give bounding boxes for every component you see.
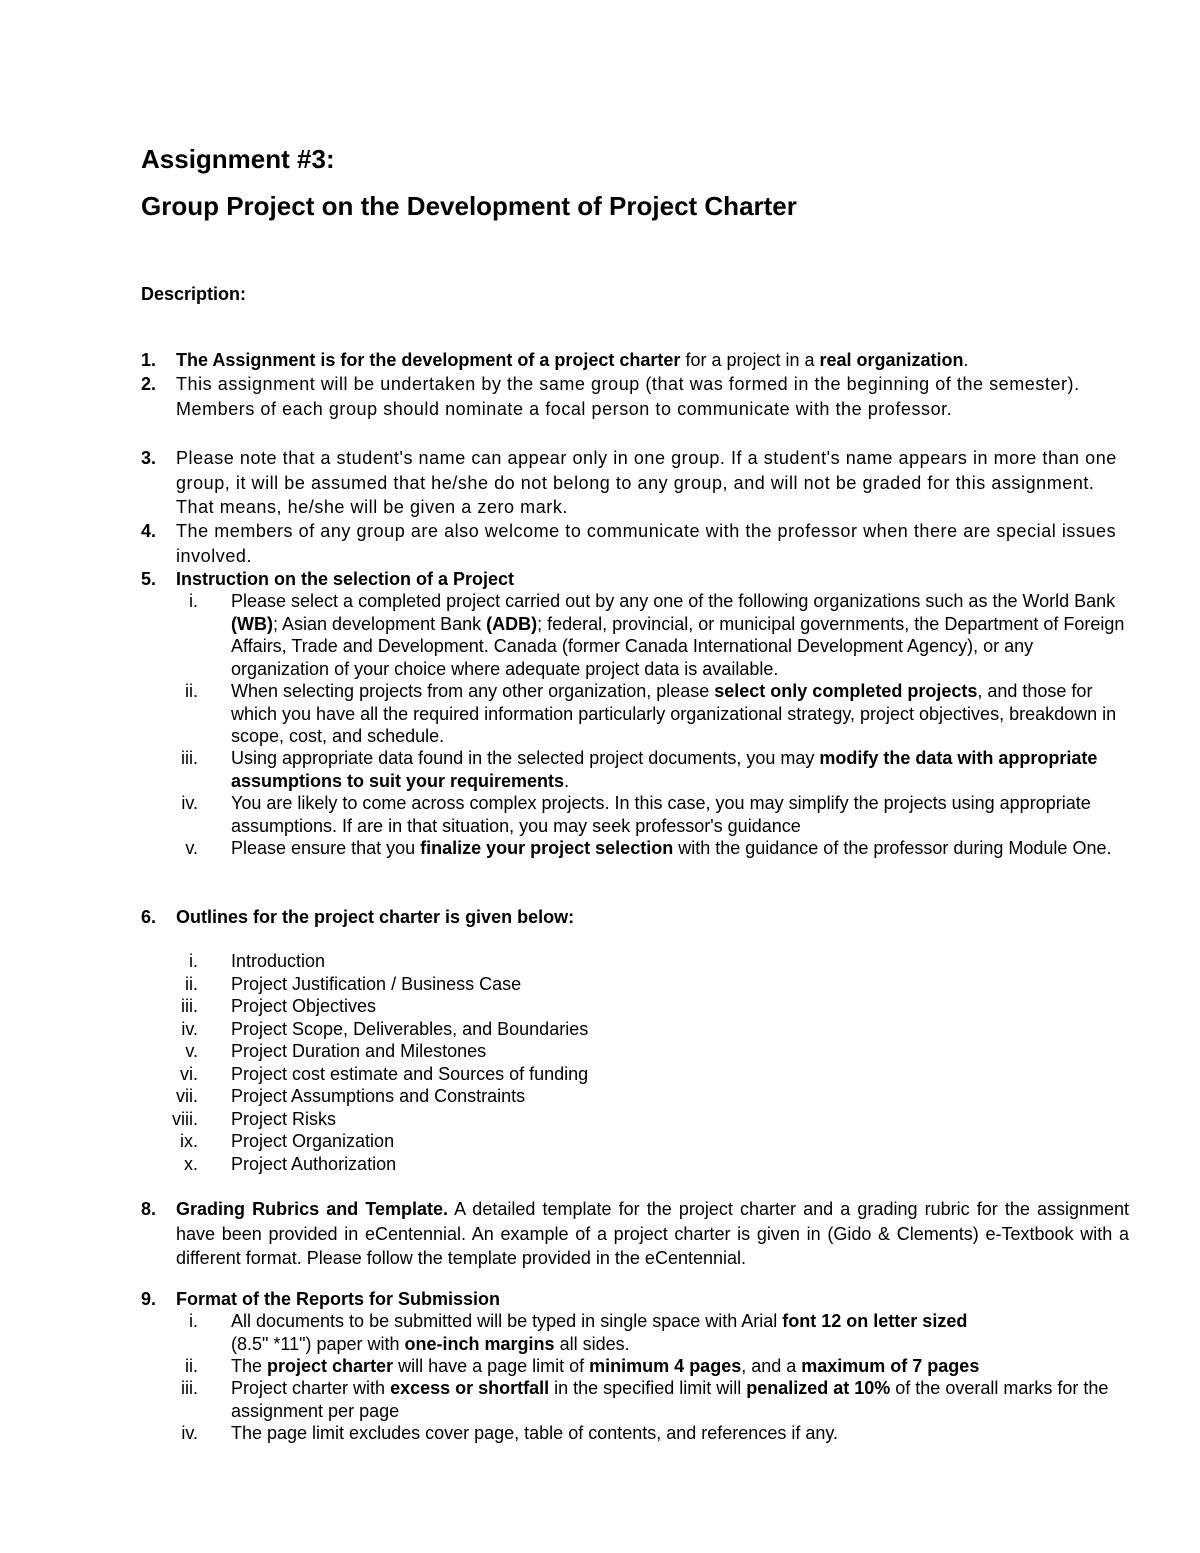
roman-numeral: iii. xyxy=(181,996,198,1016)
roman-numeral: iv. xyxy=(181,1018,198,1039)
bold-text: real organization xyxy=(819,350,964,370)
sub-item-text: Please ensure that you finalize your project selection with the guidance of the professor during Module One. xyxy=(231,838,1112,858)
bold-text: Grading Rubrics and Template. xyxy=(176,1199,449,1219)
item-text: This assignment will be undertaken by the same group (that was formed in the beginning of the semester). Members of each group should nominate a focal person to communicate with the professor. xyxy=(176,374,1080,419)
assignment-subtitle: Group Project on the Development of Project Charter xyxy=(141,191,797,221)
item-text: Please note that a student's name can appear only in one group. If a student's name appears in more than one group, it will be assumed that he/she do not belong to any group, and will not be graded for this assignment. That means, he/she will be given a zero mark. xyxy=(176,448,1117,517)
outline-item-text: Project Duration and Milestones xyxy=(231,1041,487,1061)
item-heading: Instruction on the selection of a Project xyxy=(176,569,515,589)
roman-numeral: v. xyxy=(185,1041,198,1061)
outline-item-text: Project Scope, Deliverables, and Boundaries xyxy=(231,1018,589,1039)
roman-numeral: vii. xyxy=(176,1086,198,1106)
roman-numeral: vi. xyxy=(180,1063,198,1084)
sub-item-text: The page limit excludes cover page, table of contents, and references if any. xyxy=(231,1423,839,1443)
roman-numeral: iii. xyxy=(181,1378,198,1398)
sub-item-text: Please select a completed project carried out by any one of the following organizations such as the World Bank (WB); Asian development Bank (ADB); federal, provincial, or municipal governments, the Department of Foreign Affairs, Trade and Development. Canada (former Canada International Development Agency), or any organization of your choice where adequate project data is available. xyxy=(231,591,1125,679)
outline-item-text: Project Organization xyxy=(231,1131,395,1151)
outline-item-text: Project Justification / Business Case xyxy=(231,973,522,994)
roman-numeral: iv. xyxy=(181,1423,198,1443)
sub-item-text: All documents to be submitted will be typed in single space with Arial font 12 on letter sized (8.5" *11") paper with one-inch margins all sides. xyxy=(231,1311,968,1354)
roman-numeral: ii. xyxy=(185,973,198,994)
sub-item-text: Using appropriate data found in the selected project documents, you may modify the data with appropriate assumptions to suit your requirements. xyxy=(231,748,1098,791)
roman-numeral: viii. xyxy=(172,1108,198,1129)
roman-numeral: iii. xyxy=(181,748,198,768)
item-number: 1. xyxy=(141,350,157,370)
item-number: 4. xyxy=(141,521,157,541)
sub-item-text: Project charter with excess or shortfall in the specified limit will penalized at 10% of the overall marks for the assignment per page xyxy=(231,1378,1109,1421)
sub-item-text: When selecting projects from any other organization, please select only completed projects, and those for which you have all the required information particularly organizational strategy, project objectives, breakdown in scope, cost, and schedule. xyxy=(231,681,1117,746)
roman-numeral: i. xyxy=(189,591,198,611)
item-number: 6. xyxy=(141,907,157,927)
item-text: The members of any group are also welcome to communicate with the professor when there are special issues involved. xyxy=(176,521,1117,566)
item-heading: Outlines for the project charter is given below: xyxy=(176,907,575,927)
outline-item-text: Project Assumptions and Constraints xyxy=(231,1086,526,1106)
outline-item-text: Project Risks xyxy=(231,1108,337,1129)
roman-numeral: i. xyxy=(189,1311,198,1331)
outline-item-text: Introduction xyxy=(231,951,326,971)
roman-numeral: iv. xyxy=(181,793,198,813)
item-text: Grading Rubrics and Template. A detailed template for the project charter and a grading rubric for the assignment have been provided in eCentennial. An example of a project charter is given in (Gido & Clements) e-Textbook with a different format. Please follow the template provided in the eCentennial. xyxy=(176,1199,1130,1268)
roman-numeral: v. xyxy=(185,838,198,858)
roman-numeral: i. xyxy=(189,951,198,971)
assignment-title: Assignment #3: xyxy=(141,144,335,174)
item-number: 8. xyxy=(141,1199,157,1219)
roman-numeral: x. xyxy=(183,1153,198,1174)
item-text: The Assignment is for the development of a project charter for a project in a real organization. xyxy=(176,350,969,370)
item-number: 2. xyxy=(141,374,157,394)
outline-item-text: Project cost estimate and Sources of funding xyxy=(231,1063,589,1084)
description-label: Description: xyxy=(141,284,247,304)
outline-item-text: Project Objectives xyxy=(231,996,377,1016)
item-number: 9. xyxy=(141,1289,157,1309)
sub-item-text: You are likely to come across complex projects. In this case, you may simplify the projects using appropriate assumptions. If are in that situation, you may seek professor's guidance xyxy=(231,793,1091,836)
roman-numeral: ii. xyxy=(185,681,198,701)
outline-item-text: Project Authorization xyxy=(231,1153,397,1174)
item-number: 3. xyxy=(141,448,157,468)
bold-text: The Assignment is for the development of a project charter xyxy=(176,350,681,370)
roman-numeral: ix. xyxy=(180,1131,198,1151)
item-number: 5. xyxy=(141,569,157,589)
roman-numeral: ii. xyxy=(185,1356,198,1376)
sub-item-text: The project charter will have a page limit of minimum 4 pages, and a maximum of 7 pages xyxy=(231,1356,980,1376)
item-heading: Format of the Reports for Submission xyxy=(176,1289,501,1309)
